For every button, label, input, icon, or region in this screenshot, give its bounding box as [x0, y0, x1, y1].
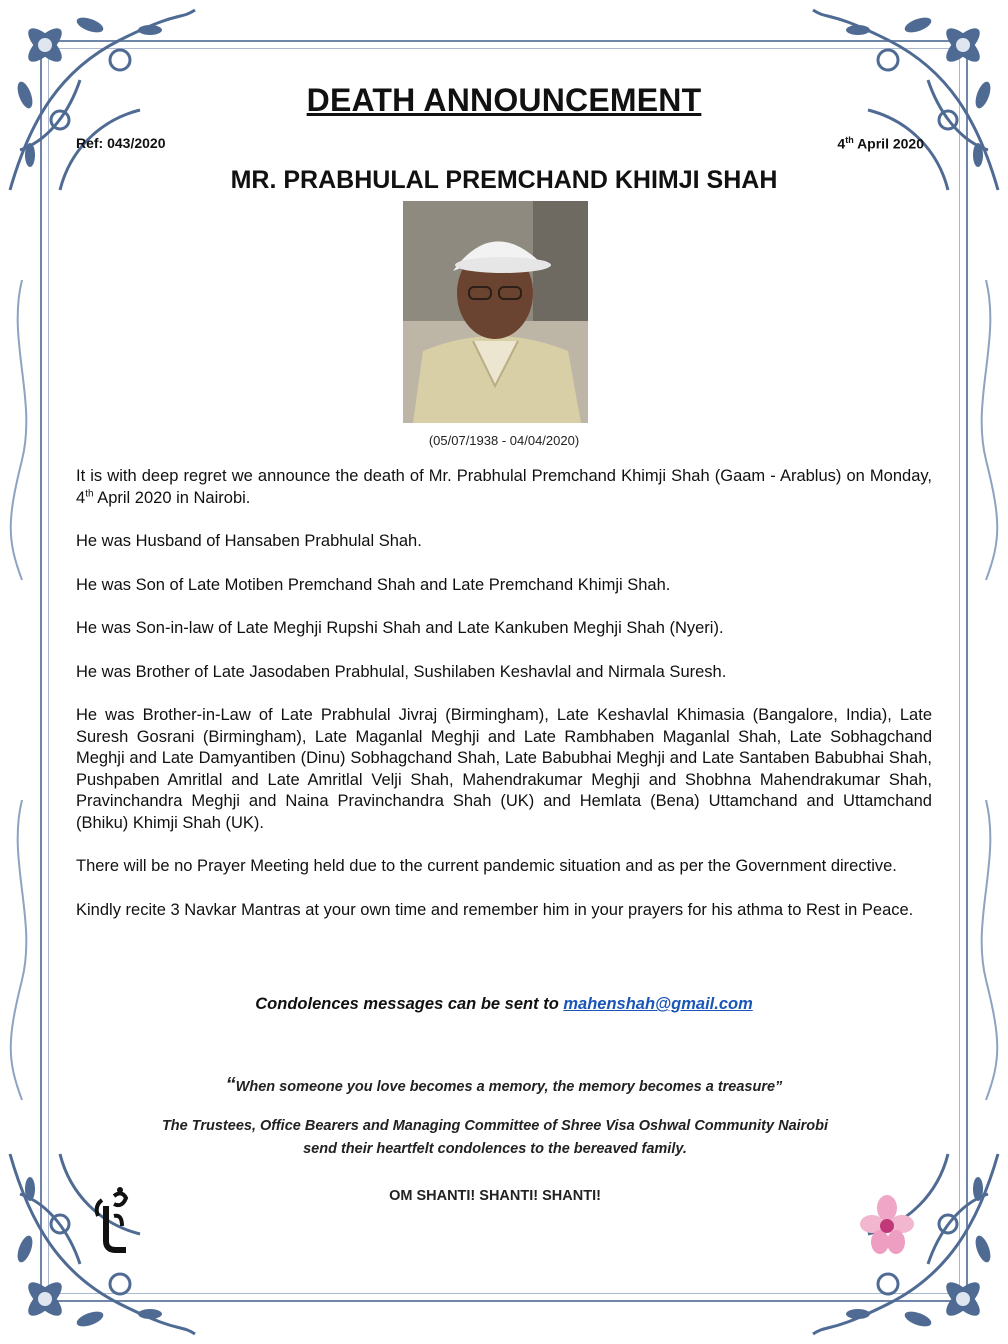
date-day: 4	[837, 135, 846, 152]
trustees-line-2: send their heartfelt condolences to the bereaved family.	[303, 1141, 687, 1157]
quote-text: When someone you love becomes a memory, the memory becomes a treasure”	[235, 1079, 783, 1095]
body-paragraph-1-sup: th	[85, 488, 94, 499]
page-title: DEATH ANNOUNCEMENT	[306, 82, 702, 118]
condolences-line	[0, 995, 1008, 1014]
memorial-quote	[0, 1074, 1008, 1097]
reference-number: Ref: 043/2020	[76, 135, 166, 151]
right-vine-ornament	[966, 280, 1006, 580]
body-paragraph-2: He was Husband of Hansaben Prabhulal Shah.	[76, 532, 422, 550]
deceased-name: MR. PRABHULAL PREMCHAND KHIMJI SHAH	[230, 166, 778, 194]
quote-mark: “	[225, 1074, 236, 1096]
om-shanti: OM SHANTI! SHANTI! SHANTI!	[389, 1188, 601, 1204]
jain-symbol-logo	[92, 1186, 132, 1256]
date-suffix: th	[845, 135, 854, 145]
body-paragraph-1-text-b: April 2020 in Nairobi.	[93, 488, 251, 507]
body-paragraph-7: There will be no Prayer Meeting held due to the current pandemic situation and as per the Government directive.	[76, 857, 897, 875]
announcement-date	[837, 135, 924, 152]
body-paragraph-8: Kindly recite 3 Navkar Mantras at your own time and remember him in your prayers for his athma to Rest in Peace.	[76, 900, 914, 919]
date-rest: April 2020	[853, 135, 924, 152]
left-vine-ornament	[2, 280, 42, 580]
condolences-label: Condolences messages can be sent to	[255, 995, 564, 1013]
trustees-line-1: The Trustees, Office Bearers and Managing Committee of Shree Visa Oshwal Community Nairobi	[161, 1118, 829, 1134]
life-dates: (05/07/1938 - 04/04/2020)	[428, 433, 580, 448]
body-paragraph-6: He was Brother-in-Law of Late Prabhulal Jivraj (Birmingham), Late Keshavlal Khimasia (Bangalore, India), Late Suresh Gosrani (Birmingham), Late Maganlal Meghji and Late Rambhaben Maganlal Shah, Late Sobhagchand Meghji and Late Damyantiben (Dinu) Sobhagchand Shah, Late Babubhai Meghji and Late Santaben Babubhai Shah, Pushpaben Amritlal and Late Amritlal Velji Shah, Mahendrakumar Meghji and Shobhna Mahendrakumar Shah, Pravinchandra Meghji and Naina Pravinchandra Shah (UK) and Hemlata (Bena) Uttamchand and Uttamchand (Bhiku) Khimji Shah (UK).	[76, 706, 932, 832]
left-vine-ornament-lower	[2, 800, 42, 1100]
body-paragraph-5: He was Brother of Late Jasodaben Prabhulal, Sushilaben Keshavlal and Nirmala Suresh.	[76, 662, 727, 681]
orchid-flower-icon	[860, 1194, 914, 1256]
body-paragraph-3: He was Son of Late Motiben Premchand Shah and Late Premchand Khimji Shah.	[76, 575, 671, 594]
portrait-photo	[403, 201, 588, 423]
body-paragraph-1-text-a: It is with deep regret we announce the death of Mr. Prabhulal Premchand Khimji Shah (Gaam - Arablus) on Monday, 4	[76, 467, 932, 507]
announcement-body	[76, 466, 932, 943]
body-paragraph-1	[76, 466, 932, 509]
right-vine-ornament-lower	[966, 800, 1006, 1100]
condolences-email-link[interactable]: mahenshah@gmail.com	[563, 995, 753, 1013]
body-paragraph-4: He was Son-in-law of Late Meghji Rupshi Shah and Late Kankuben Meghji Shah (Nyeri).	[76, 619, 724, 637]
